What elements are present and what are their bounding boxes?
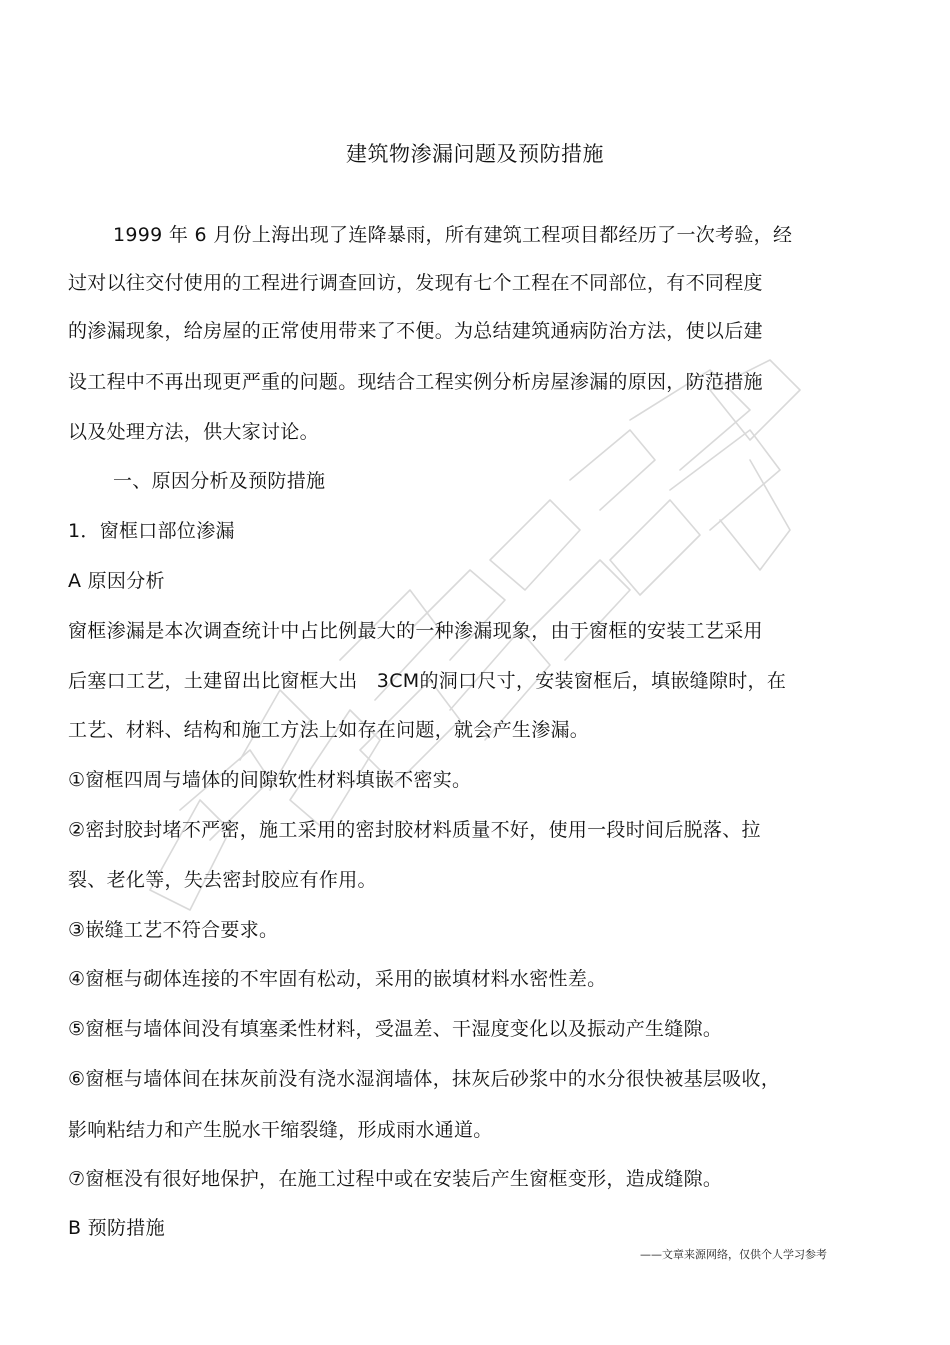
paragraph-line: 过对以往交付使用的工程进行调查回访，发现有七个工程在不同部位，有不同程度 bbox=[68, 272, 763, 294]
paragraph-line: 设工程中不再出现更严重的问题。现结合工程实例分析房屋渗漏的原因，防范措施 bbox=[68, 371, 763, 393]
paragraph-line: 1999 年 6 月份上海出现了连降暴雨，所有建筑工程项目都经历了一次考验，经 bbox=[113, 224, 793, 246]
list-item: ①窗框四周与墙体的间隙软性材料填嵌不密实。 bbox=[68, 769, 472, 791]
list-item-continuation: 影响粘结力和产生脱水干缩裂缝，形成雨水通道。 bbox=[68, 1119, 493, 1141]
list-item: ⑥窗框与墙体间在抹灰前没有浇水湿润墙体，抹灰后砂浆中的水分很快被基层吸收， bbox=[68, 1068, 781, 1090]
list-item-continuation: 裂、老化等，失去密封胶应有作用。 bbox=[68, 869, 377, 891]
document-title: 建筑物渗漏问题及预防措施 bbox=[346, 142, 604, 166]
list-item: ⑤窗框与墙体间没有填塞柔性材料，受温差、干湿度变化以及振动产生缝隙。 bbox=[68, 1018, 723, 1040]
paragraph-line: 以及处理方法，供大家讨论。 bbox=[68, 421, 319, 443]
paragraph-line: 后塞口工艺，土建留出比窗框大出 3CM的洞口尺寸，安装窗框后，填嵌缝隙时，在 bbox=[68, 670, 787, 692]
paragraph-line: 的渗漏现象，给房屋的正常使用带来了不便。为总结建筑通病防治方法，使以后建 bbox=[68, 320, 763, 342]
list-item: ⑦窗框没有很好地保护，在施工过程中或在安装后产生窗框变形，造成缝隙。 bbox=[68, 1168, 723, 1190]
source-footnote: ——文章来源网络，仅供个人学习参考 bbox=[640, 1248, 827, 1261]
list-item: ③嵌缝工艺不符合要求。 bbox=[68, 919, 279, 941]
subsection-heading: B 预防措施 bbox=[68, 1217, 165, 1239]
subsection-heading: A 原因分析 bbox=[68, 570, 165, 592]
list-item: ②密封胶封堵不严密，施工采用的密封胶材料质量不好，使用一段时间后脱落、拉 bbox=[68, 819, 761, 841]
paragraph-line: 工艺、材料、结构和施工方法上如存在问题，就会产生渗漏。 bbox=[68, 719, 590, 741]
list-item: ④窗框与砌体连接的不牢固有松动，采用的嵌填材料水密性差。 bbox=[68, 968, 607, 990]
paragraph-line: 窗框渗漏是本次调查统计中占比例最大的一种渗漏现象，由于窗框的安装工艺采用 bbox=[68, 620, 763, 642]
subsection-heading: 1．窗框口部位渗漏 bbox=[68, 520, 235, 542]
section-heading: 一、原因分析及预防措施 bbox=[113, 470, 326, 492]
